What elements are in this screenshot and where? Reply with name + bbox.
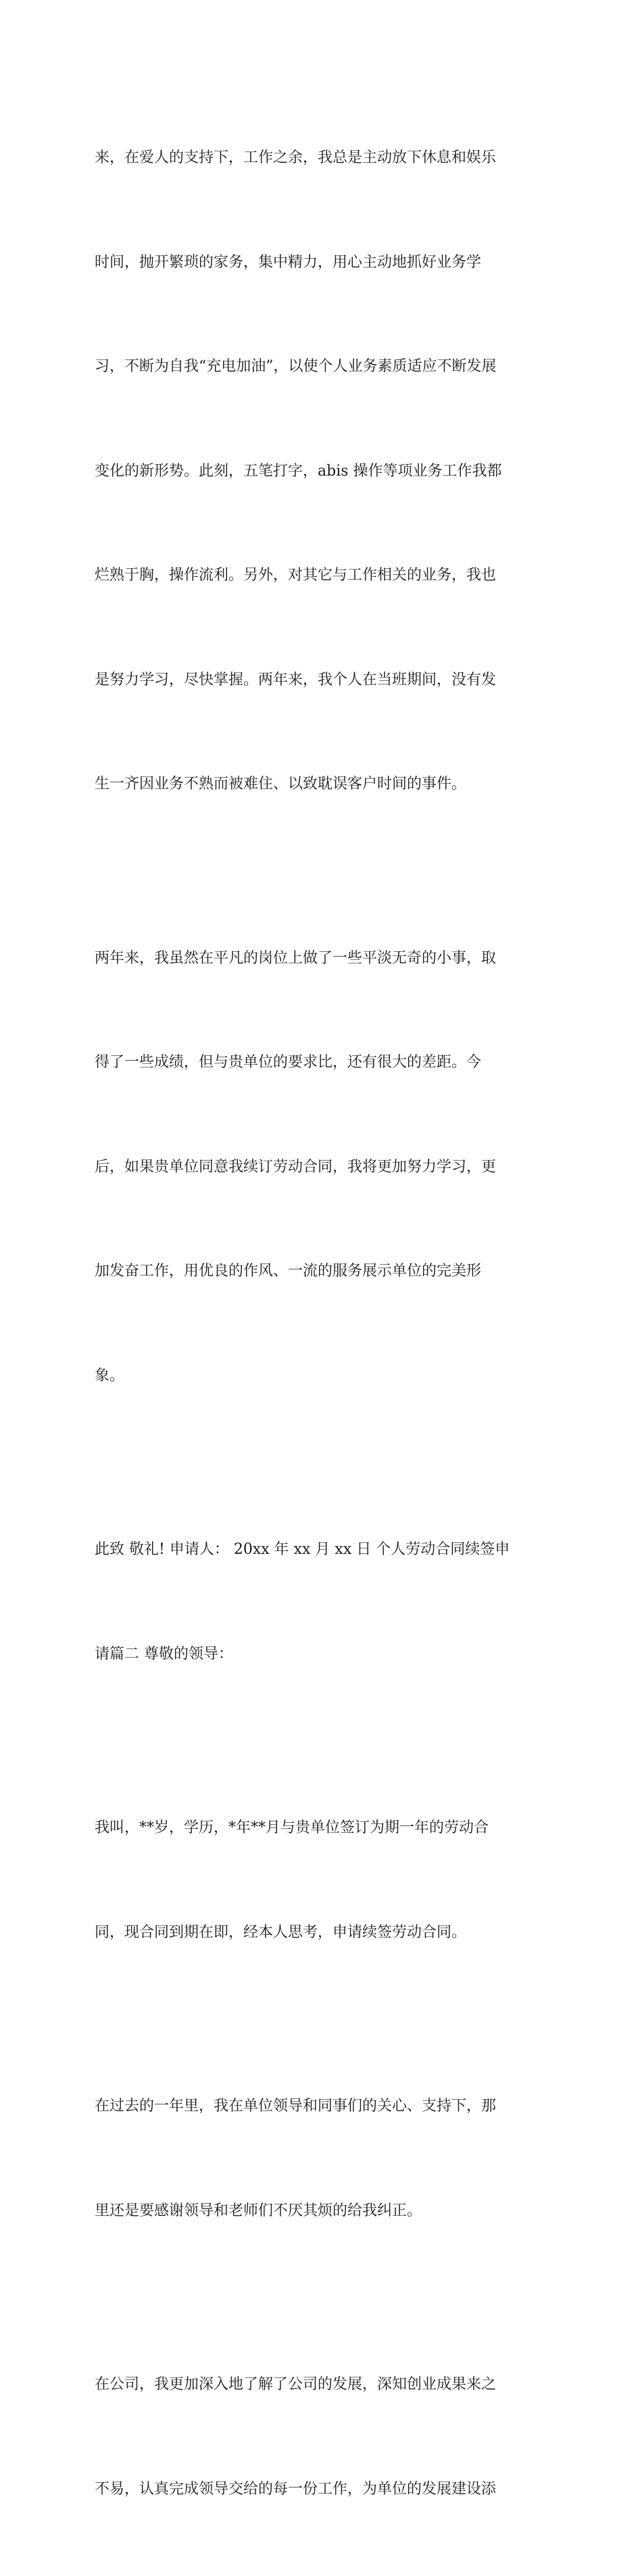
text-line: 请篇二 尊敬的领导： xyxy=(95,1645,233,1663)
paragraph xyxy=(95,1463,547,1741)
paragraph xyxy=(95,872,547,1463)
paragraph xyxy=(95,2298,547,2576)
text-line: 生一齐因业务不熟而被难住、以致耽误客户时间的事件。 xyxy=(95,776,467,792)
text-line: 后，如果贵单位同意我续订劳动合同，我将更加努力学习，更 xyxy=(95,1158,497,1176)
paragraph xyxy=(95,71,547,872)
text-line: 来，在爱人的支持下，工作之余，我总是主动放下休息和娱乐 xyxy=(95,149,497,166)
text-line: 变化的新形势。此刻，五笔打字，abis 操作等项业务工作我都 xyxy=(95,462,502,480)
text-line: 我叫，**岁，学历，*年**月与贵单位签订为期一年的劳动合 xyxy=(95,1819,489,1836)
text-line: 是努力学习，尽快掌握。两年来，我个人在当班期间，没有发 xyxy=(95,671,497,688)
text-line: 里还是要感谢领导和老师们不厌其烦的给我纠正。 xyxy=(95,2202,422,2219)
text-line: 两年来，我虽然在平凡的岗位上做了一些平淡无奇的小事，取 xyxy=(95,949,497,967)
text-line: 在公司，我更加深入地了解了公司的发展，深知创业成果来之 xyxy=(95,2376,497,2393)
paragraph xyxy=(95,1741,547,2019)
text-line: 不易，认真完成领导交给的每一份工作，为单位的发展建设添 xyxy=(95,2480,497,2498)
text-line: 习，不断为自我“充电加油”，以使个人业务素质适应不断发展 xyxy=(95,358,497,375)
text-line: 此致 敬礼! 申请人： 20xx 年 xx 月 xx 日 个人劳动合同续签申 xyxy=(95,1541,510,1558)
text-line: 同，现合同到期在即，经本人思考，申请续签劳动合同。 xyxy=(95,1923,467,1941)
document-body xyxy=(95,71,547,2576)
text-line: 加发奋工作，用优良的作风、一流的服务展示单位的完美形 xyxy=(95,1263,482,1280)
paragraph xyxy=(95,2019,547,2298)
text-line: 得了一些成绩，但与贵单位的要求比，还有很大的差距。今 xyxy=(95,1054,482,1071)
text-line: 象。 xyxy=(95,1367,125,1384)
text-line: 烂熟于胸，操作流利。另外，对其它与工作相关的业务，我也 xyxy=(95,567,497,584)
text-line: 时间，抛开繁琐的家务，集中精力，用心主动地抓好业务学 xyxy=(95,253,482,271)
text-line: 在过去的一年里，我在单位领导和同事们的关心、支持下，那 xyxy=(95,2098,497,2115)
